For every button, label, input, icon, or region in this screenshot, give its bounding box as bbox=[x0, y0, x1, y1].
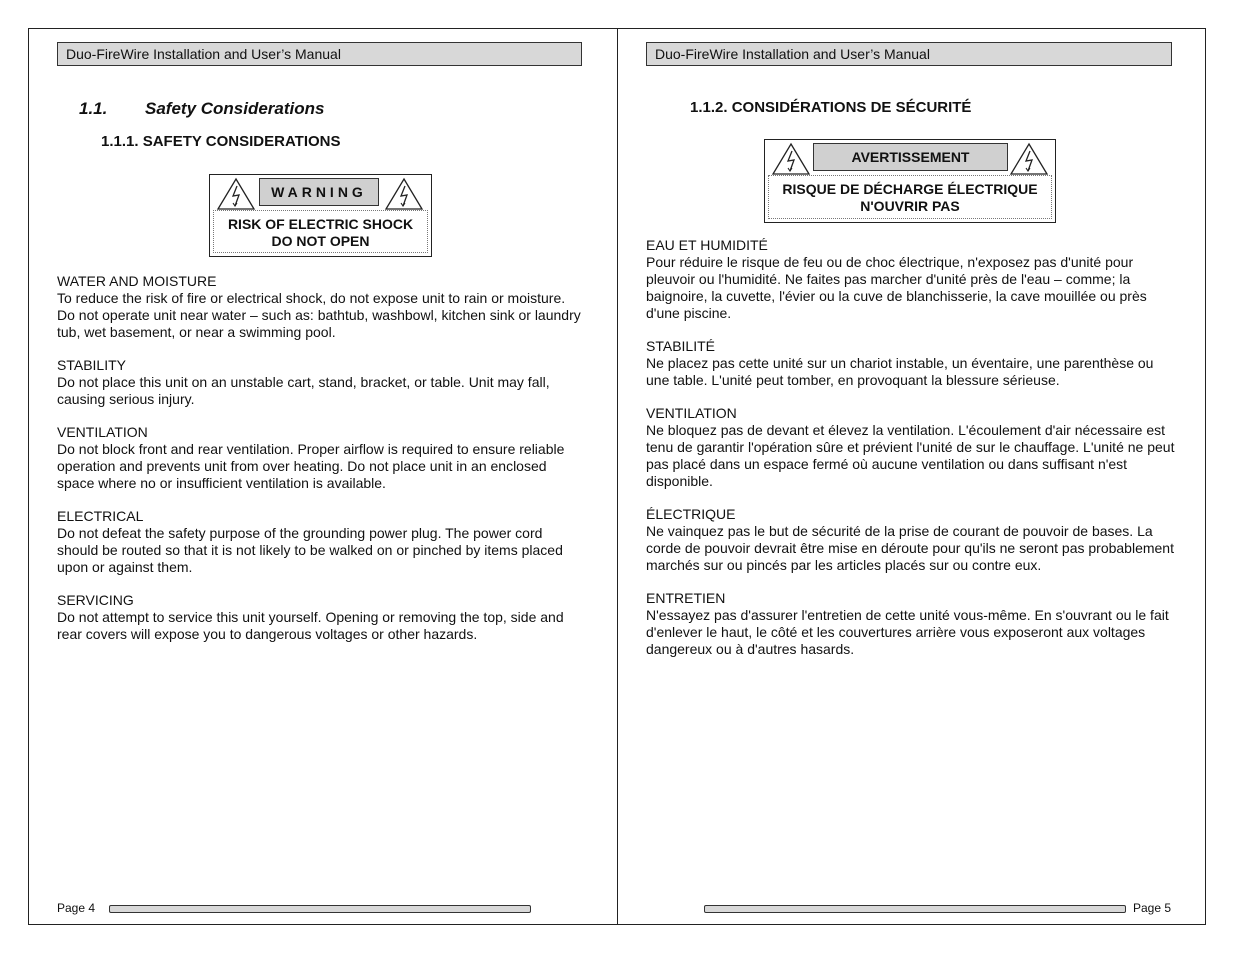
paragraph-text: Ne bloquez pas de devant et élevez la ventilation. L'écoulement d'air nécessaire est tenu de garantir l'opération sûre et prévient l'unité de sur le chauffage. L'unité ne peut pas placé dans un espace fermé où aucune ventilation ou dans suffisant n'est disponible. bbox=[646, 422, 1175, 489]
electric-shock-warning-icon bbox=[216, 177, 256, 211]
paragraph-heading: ENTRETIEN bbox=[646, 590, 726, 606]
paragraph-stabilite bbox=[646, 338, 1176, 389]
warning-message bbox=[213, 210, 428, 253]
paragraph-electrique bbox=[646, 506, 1176, 574]
footer-rule bbox=[704, 905, 1126, 913]
warning-line-2: N'OUVRIR PAS bbox=[860, 198, 960, 214]
paragraph-text: Do not attempt to service this unit yourself. Opening or removing the top, side and rear covers will expose you to dangerous voltages or other hazards. bbox=[57, 609, 564, 642]
warning-label: WARNING bbox=[259, 178, 379, 206]
paragraph-text: Ne vainquez pas le but de sécurité de la prise de courant de pouvoir de bases. La corde de pouvoir devrait être mise en déroute pour qu'ils ne seront pas probablement marchés sur ou pincés par les articles placés sur ou contre eux. bbox=[646, 523, 1174, 573]
paragraph-text: Ne placez pas cette unité sur un chariot instable, un éventaire, une parenthèse ou une table. L'unité peut tomber, en provoquant la blessure sérieuse. bbox=[646, 355, 1154, 388]
electric-shock-warning-icon bbox=[384, 177, 424, 211]
safety-paragraphs bbox=[57, 273, 582, 659]
paragraph-text: N'essayez pas d'assurer l'entretien de cette unité vous-même. En s'ouvrant ou le fait d'enlever le haut, le côté et les couvertures arrière vous exposeront aux voltages dangereux ou à d'autres hasards. bbox=[646, 607, 1169, 657]
paragraph-heading: STABILITÉ bbox=[646, 338, 715, 354]
section-title-text: Safety Considerations bbox=[145, 99, 325, 118]
running-header: Duo-FireWire Installation and User’s Manual bbox=[57, 42, 582, 66]
page-number: Page 5 bbox=[1133, 901, 1172, 915]
electric-shock-warning-icon bbox=[1009, 142, 1049, 176]
warning-line-1: RISK OF ELECTRIC SHOCK bbox=[227, 216, 414, 232]
safety-paragraphs bbox=[646, 237, 1176, 674]
paragraph-text: To reduce the risk of fire or electrical shock, do not expose unit to rain or moisture. Do not operate unit near water – such as: bathtub, washbowl, kitchen sink or laundry tub, wet basement, or near a swimming pool. bbox=[57, 290, 581, 340]
paragraph-heading: WATER AND MOISTURE bbox=[57, 273, 217, 289]
warning-label: AVERTISSEMENT bbox=[813, 143, 1008, 171]
warning-message bbox=[768, 175, 1052, 219]
paragraph-heading: VENTILATION bbox=[646, 405, 737, 421]
paragraph-stability bbox=[57, 357, 582, 408]
footer-rule bbox=[109, 905, 531, 913]
manual-spread bbox=[28, 28, 1206, 925]
paragraph-heading: ELECTRICAL bbox=[57, 508, 144, 524]
paragraph-ventilation bbox=[57, 424, 582, 492]
paragraph-text: Do not block front and rear ventilation. Proper airflow is required to ensure reliable operation and prevents unit from over heating. Do not place unit in an enclosed space where no or insufficient ventilation is available. bbox=[57, 441, 565, 491]
subsection-title: 1.1.1. SAFETY CONSIDERATIONS bbox=[101, 133, 341, 150]
paragraph-ventilation bbox=[646, 405, 1176, 490]
warning-box bbox=[209, 174, 432, 257]
left-page bbox=[29, 29, 617, 924]
warning-line-2: DO NOT OPEN bbox=[271, 233, 370, 249]
paragraph-heading: SERVICING bbox=[57, 592, 134, 608]
right-page bbox=[618, 29, 1206, 924]
paragraph-servicing bbox=[57, 592, 582, 643]
warning-line-1: RISQUE DE DÉCHARGE ÉLECTRIQUE bbox=[782, 181, 1038, 197]
subsection-title: 1.1.2. CONSIDÉRATIONS DE SÉCURITÉ bbox=[690, 99, 972, 116]
warning-box bbox=[764, 139, 1056, 223]
paragraph-text: Pour réduire le risque de feu ou de choc électrique, n'exposez pas d'unité pour pleuvoir ou l'humidité. Ne faites pas marcher d'unité près de l'eau – comme; la baignoire, la cuvette, l'évier ou la cuve de blanchisserie, la cave mouillée ou près d'une piscine. bbox=[646, 254, 1147, 321]
paragraph-text: Do not defeat the safety purpose of the grounding power plug. The power cord should be routed so that it is not likely to be walked on or pinched by items placed upon or against them. bbox=[57, 525, 563, 575]
paragraph-heading: ÉLECTRIQUE bbox=[646, 506, 736, 522]
section-number: 1.1. bbox=[79, 99, 108, 118]
paragraph-entretien bbox=[646, 590, 1176, 658]
paragraph-heading: VENTILATION bbox=[57, 424, 148, 440]
paragraph-heading: STABILITY bbox=[57, 357, 126, 373]
paragraph-text: Do not place this unit on an unstable cart, stand, bracket, or table. Unit may fall, causing serious injury. bbox=[57, 374, 550, 407]
paragraph-heading: EAU ET HUMIDITÉ bbox=[646, 237, 768, 253]
paragraph-water-moisture bbox=[57, 273, 582, 341]
paragraph-electrical bbox=[57, 508, 582, 576]
running-header: Duo-FireWire Installation and User’s Manual bbox=[646, 42, 1172, 66]
section-title bbox=[79, 99, 325, 119]
electric-shock-warning-icon bbox=[771, 142, 811, 176]
page-number: Page 4 bbox=[57, 901, 96, 915]
paragraph-eau-humidite bbox=[646, 237, 1176, 322]
